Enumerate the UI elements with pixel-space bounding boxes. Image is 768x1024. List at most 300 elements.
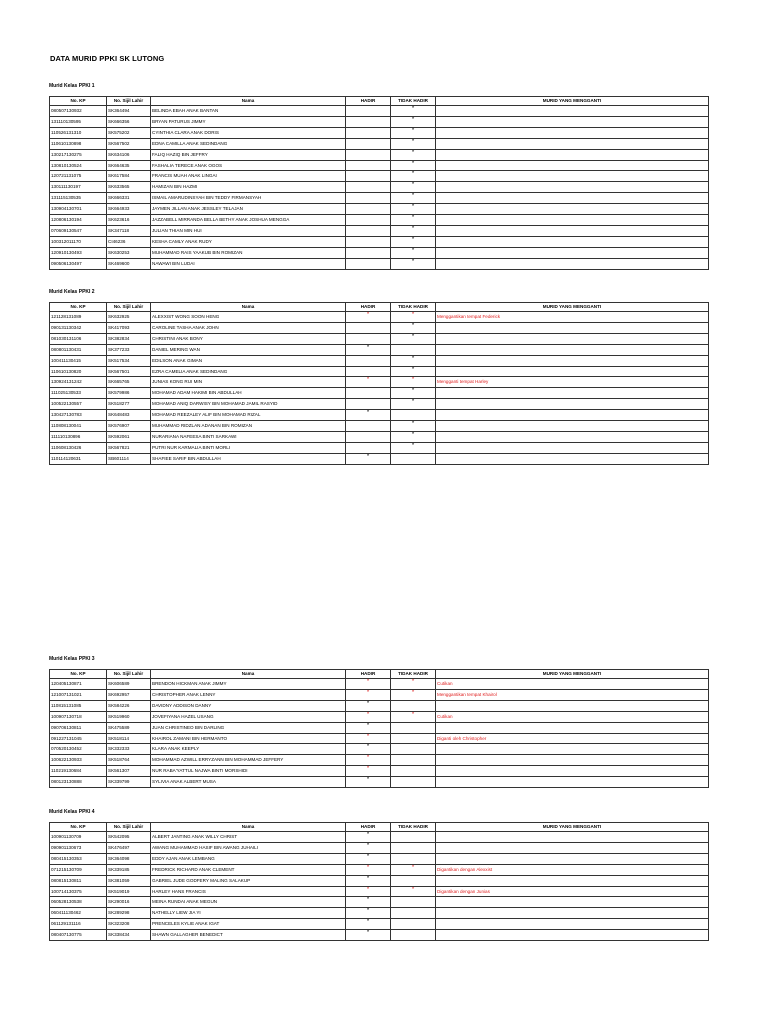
cell-no-kp: 100714130375 (50, 886, 107, 897)
table-row (50, 247, 709, 258)
cell-hadir-mark: * (346, 853, 391, 864)
cell-nama: EDDY AJAN ANAK LEMBANG (151, 853, 346, 864)
cell-murid-ganti (436, 225, 709, 236)
col-header-hadir: HADIR (346, 97, 391, 106)
cell-no-kp: 080815130811 (50, 875, 107, 886)
cell-murid-ganti (436, 247, 709, 258)
cell-no-sijil: SK666356 (107, 116, 151, 127)
cell-tidak-hadir-mark: * (391, 333, 436, 344)
cell-no-kp: 090706130811 (50, 722, 107, 733)
cell-nama: KLARA ANAK KEEPLY (151, 744, 346, 755)
cell-tidak-hadir-mark: * (391, 421, 436, 432)
col-header-hadir: HADIR (346, 303, 391, 312)
cell-no-sijil: SK575202 (107, 127, 151, 138)
cell-murid-ganti (436, 215, 709, 226)
cell-no-kp: 110608130426 (50, 442, 107, 453)
cell-hadir-mark: * (346, 344, 391, 355)
cell-no-sijil: SK475589 (107, 722, 151, 733)
table-row (50, 875, 709, 886)
cell-no-kp: 100411130415 (50, 355, 107, 366)
table-row (50, 193, 709, 204)
section-ppki-2 (49, 289, 708, 465)
cell-hadir-mark (346, 204, 391, 215)
cell-no-kp: 100622130933 (50, 755, 107, 766)
cell-murid-ganti (436, 777, 709, 788)
cell-tidak-hadir-mark: * (391, 399, 436, 410)
section-title: Murid Kelas PPKI 2 (49, 289, 95, 295)
section-ppki-3 (49, 656, 708, 788)
col-header-kp: No. KP (50, 670, 107, 679)
cell-hadir-mark: * (346, 766, 391, 777)
cell-no-sijil: SB601114 (107, 453, 151, 464)
cell-murid-ganti (436, 919, 709, 930)
cell-nama: MUHAMMAD RAIS YAAKUB BIN ROMIZAN (151, 247, 346, 258)
cell-murid-ganti (436, 160, 709, 171)
cell-nama: GABRIEL JUDE GODFERY MALING SALAKUP (151, 875, 346, 886)
cell-no-sijil: SK364494 (107, 106, 151, 117)
col-header-murid-ganti: MURID YANG MENGGANTI (436, 823, 709, 832)
section-title: Murid Kelas PPKI 4 (49, 809, 95, 815)
cell-nama: NAWAWI BIN LUDAI (151, 258, 346, 269)
cell-tidak-hadir-mark: * (391, 225, 436, 236)
cell-hadir-mark: * (346, 886, 391, 897)
cell-hadir-mark (346, 138, 391, 149)
cell-murid-ganti (436, 236, 709, 247)
cell-no-kp: 071215130709 (50, 864, 107, 875)
cell-no-sijil: SK692957 (107, 689, 151, 700)
cell-no-sijil: SK382834 (107, 333, 151, 344)
cell-hadir-mark: * (346, 842, 391, 853)
cell-no-kp: 110114120631 (50, 453, 107, 464)
section-ppki-4 (49, 809, 708, 941)
cell-tidak-hadir-mark: * (391, 355, 436, 366)
table-row (50, 171, 709, 182)
col-header-tidak-hadir: TIDAK HADIR (391, 303, 436, 312)
cell-tidak-hadir-mark (391, 744, 436, 755)
cell-nama: JUNIAS KONG RUI MIN (151, 377, 346, 388)
col-header-nama: Nama (151, 823, 346, 832)
cell-nama: PUTRI NUR KARMALIA BINTI MORLI (151, 442, 346, 453)
cell-no-sijil: SK579986 (107, 388, 151, 399)
table-header-row (50, 823, 709, 832)
cell-no-sijil: SK469600 (107, 258, 151, 269)
col-header-kp: No. KP (50, 97, 107, 106)
cell-no-sijil: SK517534 (107, 355, 151, 366)
cell-no-kp: 100522130557 (50, 399, 107, 410)
cell-no-kp: 120910130493 (50, 247, 107, 258)
cell-no-kp: 121128131089 (50, 312, 107, 323)
cell-murid-ganti (436, 182, 709, 193)
table-row (50, 149, 709, 160)
table-row (50, 711, 709, 722)
table-row (50, 333, 709, 344)
cell-no-kp: 090131130342 (50, 322, 107, 333)
cell-tidak-hadir-mark: * (391, 431, 436, 442)
table-row (50, 733, 709, 744)
cell-murid-ganti (436, 399, 709, 410)
cell-nama: HAMIZAN BIN HAZMI (151, 182, 346, 193)
cell-tidak-hadir-mark (391, 344, 436, 355)
cell-tidak-hadir-mark (391, 722, 436, 733)
table-row (50, 258, 709, 269)
col-header-murid-ganti: MURID YANG MENGGANTI (436, 670, 709, 679)
cell-tidak-hadir-mark: * (391, 236, 436, 247)
section-title: Murid Kelas PPKI 3 (49, 656, 95, 662)
col-header-sijil: No. Sijil Lahir (107, 670, 151, 679)
cell-tidak-hadir-mark (391, 733, 436, 744)
cell-murid-ganti (436, 853, 709, 864)
cell-no-sijil: SK417093 (107, 322, 151, 333)
cell-hadir-mark (346, 388, 391, 399)
cell-no-kp: 110610130820 (50, 366, 107, 377)
table-row (50, 421, 709, 432)
cell-hadir-mark: * (346, 700, 391, 711)
table-row (50, 127, 709, 138)
cell-nama: MUHAMMAD RIDZLAN ADANAN BIN ROMIZAN (151, 421, 346, 432)
cell-nama: CAROLINE TASHA ANAK JOHN (151, 322, 346, 333)
cell-hadir-mark (346, 442, 391, 453)
cell-no-kp: 130427130783 (50, 410, 107, 421)
cell-no-sijil: SK381059 (107, 875, 151, 886)
col-header-nama: Nama (151, 670, 346, 679)
table-row (50, 431, 709, 442)
cell-murid-ganti: Menggantikan tempat Federick (436, 312, 709, 323)
cell-murid-ganti (436, 410, 709, 421)
cell-no-kp: 060411130462 (50, 908, 107, 919)
cell-hadir-mark: * (346, 832, 391, 843)
student-table (49, 302, 709, 465)
cell-murid-ganti (436, 744, 709, 755)
cell-no-sijil: SK576907 (107, 421, 151, 432)
cell-tidak-hadir-mark: * (391, 388, 436, 399)
cell-tidak-hadir-mark: * (391, 160, 436, 171)
cell-tidak-hadir-mark: * (391, 312, 436, 323)
cell-tidak-hadir-mark: * (391, 442, 436, 453)
cell-no-kp: 080415130353 (50, 853, 107, 864)
cell-no-sijil: SK476497 (107, 842, 151, 853)
table-row (50, 322, 709, 333)
cell-nama: FALIQ HAZIQ BIN JEFFRY (151, 149, 346, 160)
cell-no-sijil: SK567821 (107, 442, 151, 453)
cell-hadir-mark (346, 215, 391, 226)
cell-no-sijil: SK665765 (107, 377, 151, 388)
cell-tidak-hadir-mark: * (391, 127, 436, 138)
cell-no-sijil: SK630253 (107, 247, 151, 258)
cell-hadir-mark: * (346, 722, 391, 733)
cell-tidak-hadir-mark (391, 875, 436, 886)
cell-no-kp: 100312011170 (50, 236, 107, 247)
cell-no-sijil: SK623616 (107, 215, 151, 226)
cell-hadir-mark (346, 322, 391, 333)
cell-no-kp: 080123130888 (50, 777, 107, 788)
cell-nama: MOHAMAD REEZALEY ALIF BIN MOHAMAD RIZAL (151, 410, 346, 421)
cell-nama: HARLEY HANS FRANCIS (151, 886, 346, 897)
cell-murid-ganti (436, 766, 709, 777)
table-row (50, 689, 709, 700)
table-row (50, 160, 709, 171)
table-row (50, 744, 709, 755)
cell-no-kp: 070609130547 (50, 225, 107, 236)
cell-murid-ganti (436, 897, 709, 908)
cell-no-sijil: SK518764 (107, 755, 151, 766)
col-header-tidak-hadir: TIDAK HADIR (391, 97, 436, 106)
cell-nama: BRYAN PATURUS JIMMY (151, 116, 346, 127)
cell-murid-ganti (436, 421, 709, 432)
cell-no-kp: 081030131106 (50, 333, 107, 344)
cell-nama: ISMAIL AMARUDINSYAH BIN TEDDY FIRMANSYAH (151, 193, 346, 204)
cell-no-sijil: SK339185 (107, 864, 151, 875)
cell-hadir-mark (346, 182, 391, 193)
cell-hadir-mark: * (346, 875, 391, 886)
cell-murid-ganti (436, 344, 709, 355)
cell-murid-ganti (436, 908, 709, 919)
cell-murid-ganti (436, 875, 709, 886)
cell-murid-ganti: Cutikan (436, 679, 709, 690)
cell-no-sijil: SK377233 (107, 344, 151, 355)
cell-no-sijil: SK664635 (107, 160, 151, 171)
cell-hadir-mark: * (346, 919, 391, 930)
col-header-murid-ganti: MURID YANG MENGGANTI (436, 97, 709, 106)
cell-tidak-hadir-mark (391, 766, 436, 777)
cell-nama: PRENCELES KYLIE ANAK IGAT (151, 919, 346, 930)
col-header-hadir: HADIR (346, 670, 391, 679)
cell-nama: DANIEL MERING WAN (151, 344, 346, 355)
cell-no-sijil: SK542095 (107, 832, 151, 843)
table-row (50, 766, 709, 777)
cell-no-kp: 110610130898 (50, 138, 107, 149)
cell-murid-ganti: Digantikan dengan Junias (436, 886, 709, 897)
cell-no-sijil: SK633565 (107, 182, 151, 193)
cell-nama: JAZZABELL MIRRANDA BELLA BETHY ANAK JOSHUA MENGGA (151, 215, 346, 226)
cell-hadir-mark: * (346, 410, 391, 421)
student-table (49, 669, 709, 788)
cell-hadir-mark: * (346, 711, 391, 722)
cell-murid-ganti: Cutikan (436, 711, 709, 722)
cell-no-sijil: CI46236 (107, 236, 151, 247)
cell-murid-ganti (436, 171, 709, 182)
cell-no-kp: 080407130775 (50, 930, 107, 941)
cell-nama: MOHAMAD ADAM HAKIMI BIN ABDULLAH (151, 388, 346, 399)
student-table (49, 96, 709, 270)
cell-murid-ganti (436, 431, 709, 442)
cell-hadir-mark (346, 258, 391, 269)
cell-no-sijil: SK606589 (107, 679, 151, 690)
cell-murid-ganti (436, 842, 709, 853)
cell-tidak-hadir-mark (391, 919, 436, 930)
cell-no-sijil: SK338434 (107, 930, 151, 941)
cell-nama: BELINDA EBAH ANAK BANTAN (151, 106, 346, 117)
cell-nama: MEINA RUNDAI ANAK MEGUN (151, 897, 346, 908)
cell-no-kp: 120721131075 (50, 171, 107, 182)
cell-tidak-hadir-mark (391, 453, 436, 464)
cell-tidak-hadir-mark (391, 908, 436, 919)
cell-tidak-hadir-mark: * (391, 247, 436, 258)
cell-no-sijil: SK290016 (107, 897, 151, 908)
cell-no-sijil: SK347118 (107, 225, 151, 236)
cell-nama: ALBERT JANTING ANAK WILLY CHRIST (151, 832, 346, 843)
section-ppki-1 (49, 83, 708, 270)
cell-tidak-hadir-mark: * (391, 193, 436, 204)
table-row (50, 853, 709, 864)
cell-tidak-hadir-mark: * (391, 322, 436, 333)
cell-murid-ganti (436, 722, 709, 733)
table-row (50, 679, 709, 690)
cell-no-kp: 110526131310 (50, 127, 107, 138)
cell-no-sijil: SK323208 (107, 919, 151, 930)
cell-murid-ganti (436, 355, 709, 366)
cell-no-kp: 131110130595 (50, 116, 107, 127)
cell-hadir-mark (346, 160, 391, 171)
cell-nama: MOHAMMAD AZWILL ERRYZANN BIN MOHAMMAD JEFFERY (151, 755, 346, 766)
cell-nama: BRENDON HICKMAN ANAK JIMMY (151, 679, 346, 690)
cell-hadir-mark: * (346, 689, 391, 700)
cell-tidak-hadir-mark: * (391, 116, 436, 127)
cell-hadir-mark: * (346, 744, 391, 755)
cell-no-kp: 110808130041 (50, 421, 107, 432)
cell-no-sijil: SK617584 (107, 171, 151, 182)
cell-murid-ganti (436, 442, 709, 453)
cell-hadir-mark (346, 333, 391, 344)
cell-nama: CHRISTINI ANAK BONY (151, 333, 346, 344)
cell-nama: MOHAMAD ANIQ DARWISY BIN MOHAMAD JAMIL RASYID (151, 399, 346, 410)
cell-nama: KESHA CAMLY ANAK RUDY (151, 236, 346, 247)
table-header-row (50, 303, 709, 312)
cell-no-sijil: SK519960 (107, 711, 151, 722)
table-row (50, 453, 709, 464)
table-row (50, 225, 709, 236)
cell-nama: JUAN CHRISTINEO BIN DARLING (151, 722, 346, 733)
cell-tidak-hadir-mark (391, 777, 436, 788)
table-row (50, 410, 709, 421)
cell-nama: NURARIANA NAFEESA BINTI SARKAWI (151, 431, 346, 442)
cell-no-sijil: SK632925 (107, 312, 151, 323)
col-header-kp: No. KP (50, 303, 107, 312)
table-row (50, 777, 709, 788)
cell-tidak-hadir-mark (391, 700, 436, 711)
table-row (50, 236, 709, 247)
table-header-row (50, 97, 709, 106)
cell-hadir-mark: * (346, 908, 391, 919)
cell-tidak-hadir-mark: * (391, 711, 436, 722)
cell-nama: FRANCIS MUAH ANAK LINGAI (151, 171, 346, 182)
cell-hadir-mark (346, 193, 391, 204)
cell-nama: CYINTHIA CLARA ANAK DORIS (151, 127, 346, 138)
cell-hadir-mark: * (346, 733, 391, 744)
cell-hadir-mark: * (346, 755, 391, 766)
cell-tidak-hadir-mark: * (391, 679, 436, 690)
col-header-tidak-hadir: TIDAK HADIR (391, 823, 436, 832)
cell-tidak-hadir-mark (391, 842, 436, 853)
col-header-murid-ganti: MURID YANG MENGGANTI (436, 303, 709, 312)
cell-murid-ganti: Diganti oleh Christopher (436, 733, 709, 744)
cell-hadir-mark: * (346, 897, 391, 908)
cell-murid-ganti (436, 700, 709, 711)
cell-tidak-hadir-mark: * (391, 886, 436, 897)
cell-no-kp: 110815131085 (50, 700, 107, 711)
cell-tidak-hadir-mark (391, 832, 436, 843)
cell-tidak-hadir-mark (391, 853, 436, 864)
student-table (49, 822, 709, 941)
col-header-sijil: No. Sijil Lahir (107, 97, 151, 106)
cell-no-sijil: SK518114 (107, 733, 151, 744)
cell-no-kp: 060528130538 (50, 897, 107, 908)
table-row (50, 930, 709, 941)
table-row (50, 388, 709, 399)
col-header-kp: No. KP (50, 823, 107, 832)
cell-no-sijil: SK289298 (107, 908, 151, 919)
cell-tidak-hadir-mark: * (391, 215, 436, 226)
table-row (50, 344, 709, 355)
cell-no-kp: 130111130197 (50, 182, 107, 193)
table-row (50, 355, 709, 366)
cell-nama: JAYMEN JILLAN ANAK JESSLEY TELAJAN (151, 204, 346, 215)
cell-murid-ganti: Digantikan dengan Alexxist (436, 864, 709, 875)
cell-tidak-hadir-mark (391, 930, 436, 941)
table-header-row (50, 670, 709, 679)
cell-nama: NATHELLY LIEW JIA YI (151, 908, 346, 919)
cell-nama: CHRISTOPHER ANAK LENNY (151, 689, 346, 700)
table-row (50, 755, 709, 766)
cell-murid-ganti (436, 116, 709, 127)
cell-no-kp: 130924131242 (50, 377, 107, 388)
cell-no-kp: 120405130871 (50, 679, 107, 690)
cell-tidak-hadir-mark: * (391, 182, 436, 193)
cell-murid-ganti (436, 832, 709, 843)
cell-hadir-mark (346, 149, 391, 160)
cell-hadir-mark (346, 236, 391, 247)
table-row (50, 366, 709, 377)
table-row (50, 842, 709, 853)
cell-tidak-hadir-mark: * (391, 864, 436, 875)
cell-no-kp: 090901130673 (50, 842, 107, 853)
cell-nama: DAVIDNY ADDISON DANNY (151, 700, 346, 711)
table-row (50, 204, 709, 215)
cell-no-sijil: SK592061 (107, 431, 151, 442)
cell-murid-ganti (436, 333, 709, 344)
cell-no-kp: 131115130535 (50, 193, 107, 204)
cell-no-sijil: SK567502 (107, 138, 151, 149)
cell-hadir-mark (346, 106, 391, 117)
cell-murid-ganti (436, 138, 709, 149)
cell-tidak-hadir-mark: * (391, 149, 436, 160)
table-row (50, 106, 709, 117)
table-row (50, 722, 709, 733)
cell-no-kp: 130810130524 (50, 160, 107, 171)
cell-no-kp: 130904130701 (50, 204, 107, 215)
col-header-hadir: HADIR (346, 823, 391, 832)
cell-no-sijil: SK648483 (107, 410, 151, 421)
table-row (50, 182, 709, 193)
cell-murid-ganti (436, 366, 709, 377)
cell-murid-ganti (436, 204, 709, 215)
table-row (50, 864, 709, 875)
cell-tidak-hadir-mark: * (391, 106, 436, 117)
table-row (50, 116, 709, 127)
table-row (50, 399, 709, 410)
cell-no-sijil: SK364098 (107, 853, 151, 864)
cell-hadir-mark (346, 431, 391, 442)
cell-murid-ganti (436, 149, 709, 160)
cell-murid-ganti (436, 106, 709, 117)
col-header-nama: Nama (151, 303, 346, 312)
cell-murid-ganti (436, 755, 709, 766)
cell-nama: EDNA CAMILLA ANAK SEDINDANG (151, 138, 346, 149)
cell-nama: ALEXXIST WONG SOON HENG (151, 312, 346, 323)
cell-nama: EZRA CAMELIA ANAK SEDINDANG (151, 366, 346, 377)
cell-tidak-hadir-mark: * (391, 377, 436, 388)
table-row (50, 312, 709, 323)
page-title: DATA MURID PPKI SK LUTONG (50, 54, 165, 63)
